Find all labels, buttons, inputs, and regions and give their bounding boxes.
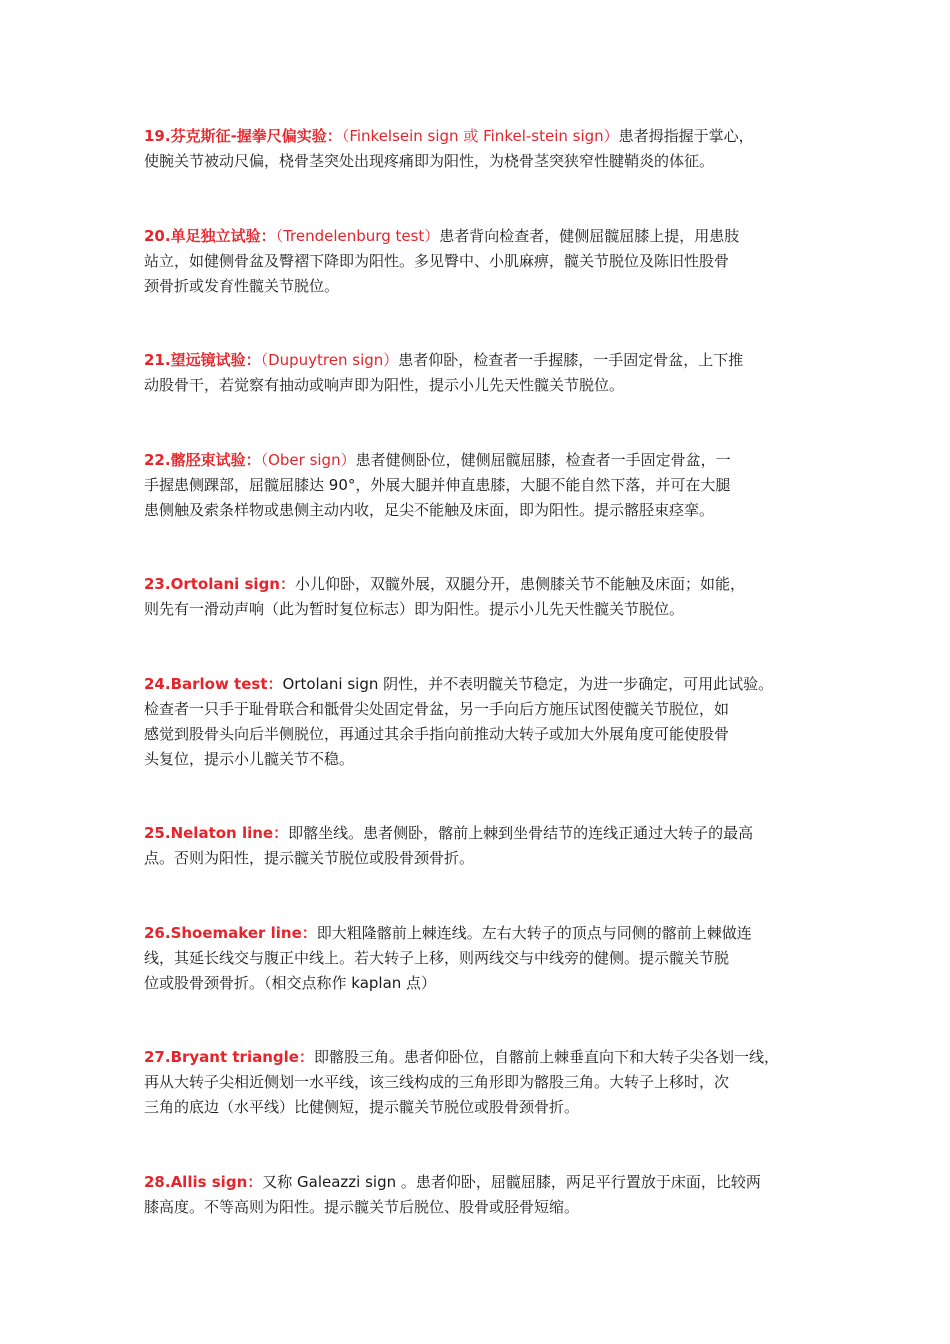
entry-line — [144, 921, 810, 946]
entry-line — [144, 821, 810, 846]
entry-text: 又称 Galeazzi sign 。患者仰卧，屈髋屈膝，两足平行置放于床面，比较两 — [262, 1173, 761, 1191]
entry-23 — [144, 572, 810, 622]
entry-text: 患者背向检查者，健侧屈髋屈膝上提，用患肢 — [439, 227, 740, 245]
entry-line: 动股骨干，若觉察有抽动或响声即为阳性，提示小儿先天性髋关节脱位。 — [144, 376, 625, 394]
entry-line — [144, 348, 810, 373]
entry-line: 再从大转子尖相近侧划一水平线，该三线构成的三角形即为髂股三角。大转子上移时，次 — [144, 1073, 730, 1091]
entry-line: 站立，如健侧骨盆及臀褶下降即为阳性。多见臀中、小肌麻痹，髋关节脱位及陈旧性股骨 — [144, 252, 730, 270]
entry-line: 感觉到股骨头向后半侧脱位，再通过其余手指向前推动大转子或加大外展角度可能使股骨 — [144, 725, 730, 743]
entry-english-name: （Finkelsein sign 或 Finkel-stein sign） — [341, 127, 619, 145]
entry-20 — [144, 224, 810, 299]
entry-text: 即髂股三角。患者仰卧位，自髂前上棘垂直向下和大转子尖各划一线， — [313, 1048, 779, 1066]
entry-28 — [144, 1170, 810, 1220]
entry-line — [144, 448, 810, 473]
entry-line: 手握患侧踝部，屈髋屈膝达 90°，外展大腿并伸直患膝，大腿不能自然下落，并可在大腿 — [144, 476, 731, 494]
entry-text: 患者健侧卧位，健侧屈髋屈膝，检查者一手固定骨盆，一 — [355, 451, 731, 469]
entry-line: 颈骨折或发育性髋关节脱位。 — [144, 277, 340, 295]
entry-title: 27.Bryant triangle： — [144, 1048, 314, 1066]
entry-title: 23.Ortolani sign： — [144, 575, 295, 593]
entry-title: 28.Allis sign： — [144, 1173, 263, 1191]
entry-line: 患侧触及索条样物或患侧主动内收，足尖不能触及床面，即为阳性。提示髂胫束痉挛。 — [144, 501, 715, 519]
entry-line — [144, 672, 810, 697]
entry-title: 19.芬克斯征-握拳尺偏实验： — [144, 127, 342, 145]
entry-line: 检查者一只手于耻骨联合和骶骨尖处固定骨盆，另一手向后方施压试图使髋关节脱位，如 — [144, 700, 730, 718]
entry-line: 头复位，提示小儿髋关节不稳。 — [144, 750, 355, 768]
entry-line — [144, 124, 810, 149]
entry-text: Ortolani sign 阴性，并不表明髋关节稳定，为进一步确定，可用此试验。 — [282, 675, 774, 693]
entry-title: 21.望远镜试验： — [144, 351, 261, 369]
entry-title: 26.Shoemaker line： — [144, 924, 317, 942]
entry-line: 膝高度。不等高则为阳性。提示髋关节后脱位、股骨或胫骨短缩。 — [144, 1198, 580, 1216]
entry-english-name: （Ober sign） — [260, 451, 356, 469]
entry-text: 即大粗隆髂前上棘连线。左右大转子的顶点与同侧的髂前上棘做连 — [316, 924, 752, 942]
entry-text: 患者拇指握于掌心， — [618, 127, 754, 145]
entry-21 — [144, 348, 810, 398]
entry-title: 20.单足独立试验： — [144, 227, 276, 245]
entry-line — [144, 1045, 810, 1070]
entry-27 — [144, 1045, 810, 1120]
entry-line: 位或股骨颈骨折。（相交点称作 kaplan 点） — [144, 974, 437, 992]
entry-line: 使腕关节被动尺偏，桡骨茎突处出现疼痛即为阳性，为桡骨茎突狭窄性腱鞘炎的体征。 — [144, 152, 715, 170]
entry-line: 点。否则为阳性，提示髋关节脱位或股骨颈骨折。 — [144, 849, 475, 867]
entry-title: 25.Nelaton line： — [144, 824, 289, 842]
entry-line — [144, 224, 810, 249]
entry-text: 即髂坐线。患者侧卧，髂前上棘到坐骨结节的连线正通过大转子的最高 — [288, 824, 754, 842]
entry-english-name: （Dupuytren sign） — [260, 351, 399, 369]
entry-line: 线，其延长线交与腹正中线上。若大转子上移，则两线交与中线旁的健侧。提示髋关节脱 — [144, 949, 730, 967]
entry-19 — [144, 124, 810, 174]
entry-line: 则先有一滑动声响（此为暂时复位标志）即为阳性。提示小儿先天性髋关节脱位。 — [144, 600, 685, 618]
entry-26 — [144, 921, 810, 996]
entry-25 — [144, 821, 810, 871]
entry-english-name: （Trendelenburg test） — [275, 227, 440, 245]
entry-line: 三角的底边（水平线）比健侧短，提示髋关节脱位或股骨颈骨折。 — [144, 1098, 580, 1116]
entry-line — [144, 1170, 810, 1195]
entry-title: 24.Barlow test： — [144, 675, 283, 693]
entry-22 — [144, 448, 810, 523]
entry-title: 22.髂胫束试验： — [144, 451, 261, 469]
entry-line — [144, 572, 810, 597]
entry-24 — [144, 672, 810, 772]
entry-text: 患者仰卧，检查者一手握膝，一手固定骨盆，上下推 — [398, 351, 744, 369]
entry-text: 小儿仰卧，双髋外展，双腿分开，患侧膝关节不能触及床面；如能， — [295, 575, 746, 593]
